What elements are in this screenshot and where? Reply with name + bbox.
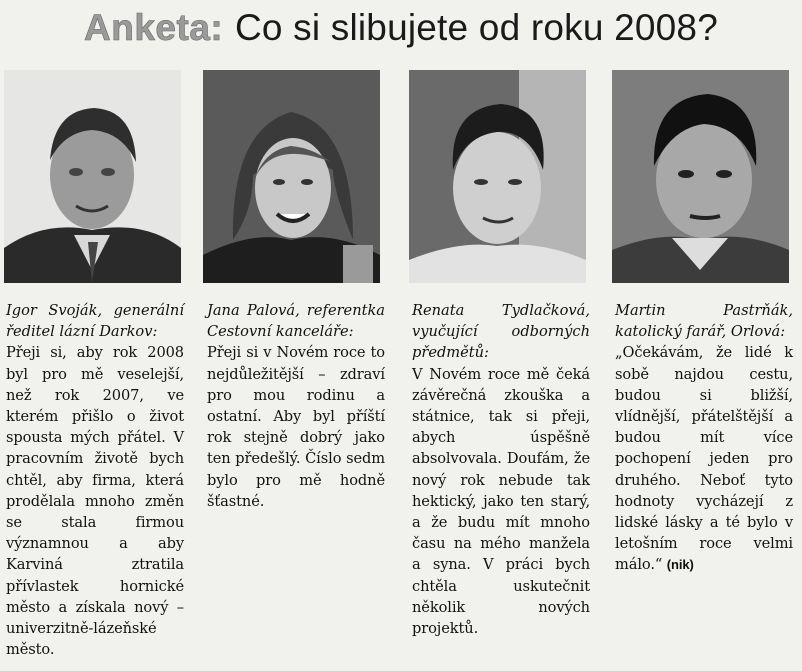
portrait-photo-jana-palova — [203, 70, 380, 283]
headline-kicker: Anketa: — [84, 7, 224, 48]
respondent-name: Jana Palová, referentka Cestovní kanceláře: — [207, 302, 385, 341]
answer-column-martin-pastrnak — [615, 300, 793, 576]
headline-title: Co si slibujete od roku 2008? — [234, 7, 718, 48]
respondent-name: Renata Tydlačková, vyučující odborných předmětů: — [412, 302, 590, 362]
author-tag: (nik) — [666, 557, 694, 573]
answer-column-renata-tydlackova — [412, 300, 590, 639]
respondent-answer — [615, 342, 793, 575]
respondent-answer: V Novém roce mě čeká závěrečná zkouška a státnice, tak si přeji, abych úspěšně absolvovala. Doufám, že nový rok nebude tak hektický, jako ten starý, a že budu mít mnoho času na mého manžela a syna. V práci bych chtěla uskutečnit několik nových projektů. — [412, 365, 590, 638]
answer-text: „Očekávám, že lidé k sobě najdou cestu, budou si bližší, vlídnější, přátelštější a budou mít více pochopení jeden pro druhého. Neboť tyto hodnoty vycházejí z lidské lásky a té bylo v letošním roce velmi málo.“ — [615, 344, 793, 574]
respondent-answer: Přeji si v Novém roce to nejdůležitější – zdraví pro mou rodinu a ostatní. Aby byl příští rok stejně dobrý jako ten předešlý. Číslo sedm bylo pro mě hodně šťastné. — [207, 344, 385, 510]
portrait-photo-igor-svojak — [4, 70, 181, 283]
portrait-photo-martin-pastrnak — [612, 70, 789, 283]
portrait-photo-renata-tydlackova — [409, 70, 586, 283]
answer-column-jana-palova — [207, 300, 385, 512]
headline — [0, 6, 802, 50]
respondent-answer: Přeji si, aby rok 2008 byl pro mě veselejší, než rok 2007, ve kterém přišlo o život spousta mých přátel. V pracovním životě bych chtěl, aby firma, která prodělala mnoho změn se stala firmou významnou a aby Karviná ztratila přívlastek hornické město a získala nový – univerzitně-lázeňské město. — [6, 344, 184, 659]
respondent-name: Igor Svoják, generální ředitel lázní Darkov: — [6, 302, 184, 341]
respondent-name: Martin Pastrňák, katolický farář, Orlová: — [615, 302, 793, 341]
answer-column-igor-svojak — [6, 300, 184, 660]
